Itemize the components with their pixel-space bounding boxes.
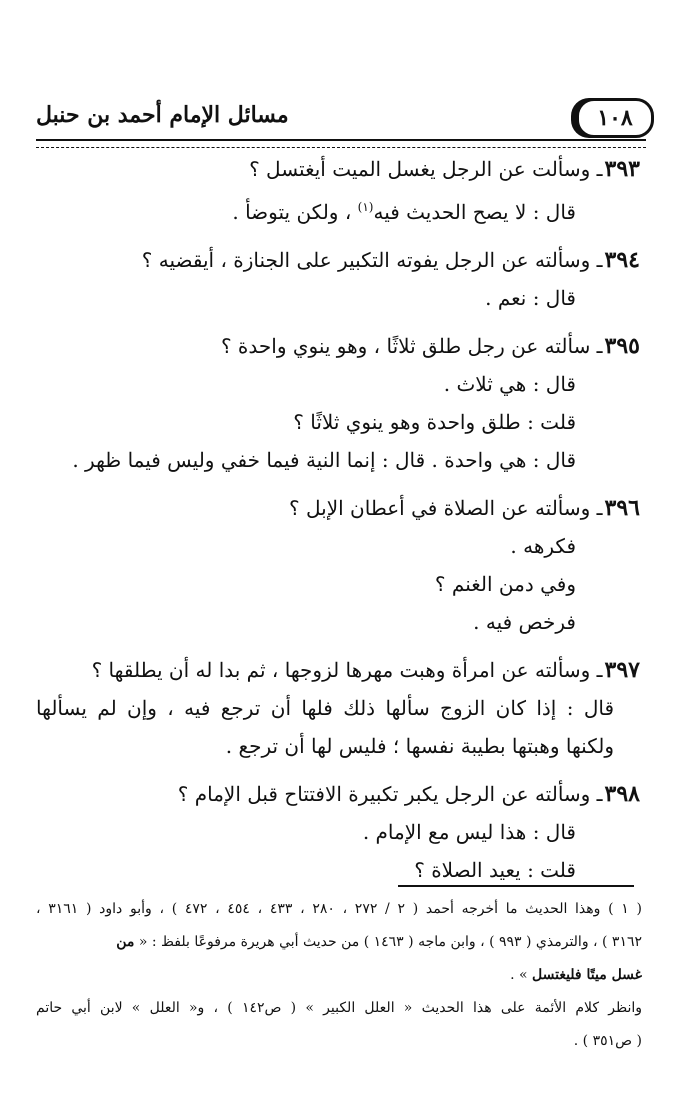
running-header xyxy=(36,98,654,138)
question-number: ٣٩٣ xyxy=(604,156,640,182)
answer-line: فكرهه . xyxy=(510,534,576,558)
question-line xyxy=(36,150,640,188)
question-number: ٣٩٨ xyxy=(604,781,640,807)
footnote-line: ( ص٣٥١ ) . xyxy=(573,1033,642,1049)
answer-line: ولكنها وهبتها بطيبة نفسها ؛ فليس لها أن ترجع . xyxy=(225,734,614,758)
question-block xyxy=(36,327,640,479)
footnote-line xyxy=(36,926,642,959)
book-title: مسائل الإمام أحمد بن حنبل xyxy=(36,102,289,128)
main-text xyxy=(36,150,640,899)
question-block xyxy=(36,651,640,765)
footnote-divider xyxy=(398,885,634,887)
answer-line: وفي دمن الغنم ؟ xyxy=(434,572,576,596)
header-divider xyxy=(36,139,646,148)
footnotes xyxy=(36,893,642,1058)
question-text: ـ وسألته عن امرأة وهبت مهرها لزوجها ، ثم بدا له أن يطلقها ؟ xyxy=(91,658,603,682)
footnote-reference: (١) xyxy=(357,200,374,214)
question-block xyxy=(36,775,640,889)
question-text: ـ سألته عن رجل طلق ثلاثًا ، وهو ينوي واحدة ؟ xyxy=(220,334,603,358)
answer-line: قال : نعم . xyxy=(485,286,576,310)
footnote-line: ( ١ ) وهذا الحديث ما أخرجه أحمد ( ٢ / ٢٧٢ ، ٢٨٠ ، ٤٣٣ ، ٤٥٤ ، ٤٧٢ ) ، وأبو داود ( ٣١٦١ ، xyxy=(36,901,642,917)
answer-line: قال : إذا كان الزوج سألها ذلك فلها أن ترجع فيه ، وإن لم يسألها xyxy=(36,696,615,720)
question-line xyxy=(36,651,640,689)
footnote-line: وانظر كلام الأئمة على هذا الحديث « العلل الكبير » ( ص١٤٢ ) ، و« العلل » لابن أبي حاتم xyxy=(36,1000,642,1016)
question-line xyxy=(36,327,640,365)
footnote-line xyxy=(36,959,642,992)
answer-line: قال : هي ثلاث . xyxy=(443,372,576,396)
question-text: ـ وسألته عن الصلاة في أعطان الإبل ؟ xyxy=(289,496,603,520)
footnote-text: ٣١٦٢ ) ، والترمذي ( ٩٩٣ ) ، وابن ماجه ( ١٤٦٣ ) من حديث أبي هريرة مرفوعًا بلفظ : « xyxy=(134,934,642,950)
footnote-hadith-text: غسل ميتًا فليغتسل xyxy=(532,967,642,983)
question-text: ـ وسألته عن الرجل يكبر تكبيرة الافتتاح قبل الإمام ؟ xyxy=(177,782,603,806)
question-line xyxy=(36,775,640,813)
question-block xyxy=(36,489,640,641)
question-text: ـ وسألت عن الرجل يغسل الميت أيغتسل ؟ xyxy=(249,157,603,181)
question-number: ٣٩٦ xyxy=(604,495,640,521)
page-number-badge: ١٠٨ xyxy=(576,98,654,138)
answer-text: ، ولكن يتوضأ . xyxy=(232,200,358,224)
question-block xyxy=(36,150,640,231)
question-number: ٣٩٥ xyxy=(604,333,640,359)
footnote-hadith-text: من xyxy=(116,934,135,950)
answer-line: قلت : طلق واحدة وهو ينوي ثلاثًا ؟ xyxy=(293,410,576,434)
footnote-text: » . xyxy=(510,967,532,983)
answer-line: قلت : يعيد الصلاة ؟ xyxy=(414,858,576,882)
answer-line: فرخص فيه . xyxy=(473,610,576,634)
question-line xyxy=(36,489,640,527)
question-text: ـ وسألته عن الرجل يفوته التكبير على الجنازة ، أيقضيه ؟ xyxy=(141,248,603,272)
question-number: ٣٩٧ xyxy=(604,657,640,683)
question-line xyxy=(36,241,640,279)
answer-line: قال : هي واحدة . قال : إنما النية فيما خفي وليس فيما ظهر . xyxy=(72,448,576,472)
answer-line xyxy=(36,188,640,231)
answer-text: قال : لا يصح الحديث فيه xyxy=(373,200,576,224)
answer-line: قال : هذا ليس مع الإمام . xyxy=(362,820,576,844)
question-block xyxy=(36,241,640,317)
question-number: ٣٩٤ xyxy=(604,247,640,273)
